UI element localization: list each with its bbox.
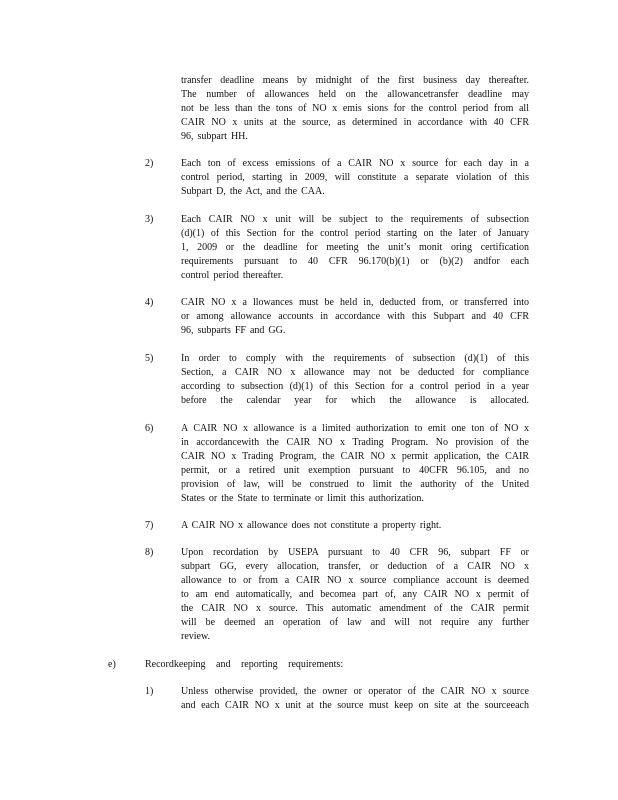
item-number: 5)	[145, 353, 154, 364]
text-line: Each ton of excess emissions of a CAIR NO x source for each day in a	[181, 158, 529, 169]
text-line: according to subsection (d)(1) of this Section for a control period in a year	[181, 381, 529, 392]
text-line: A CAIR NO x allowance does not constitute a property right.	[181, 520, 442, 531]
section-number: e)	[108, 659, 116, 670]
text-line: to am end automatically, and becomea part of, any CAIR NO x permit of	[181, 589, 529, 600]
text-line: provision of law, will be construed to limit the authority of the United	[181, 479, 529, 490]
text-line: (d)(1) of this Section for the control period starting on the later of January	[181, 228, 529, 239]
text-line: requirements pursuant to 40 CFR 96.170(b)(1) or (b)(2) andfor each	[181, 256, 529, 267]
text-line: CAIR NO x Trading Program, the CAIR NO x permit application, the CAIR	[181, 451, 529, 462]
item-paragraph	[181, 519, 529, 533]
text-line: Subpart D, the Act, and the CAA.	[181, 186, 325, 197]
item-number: 6)	[145, 423, 154, 434]
text-line: CAIR NO x units at the source, as determined in accordance with 40 CFR	[181, 117, 529, 128]
text-line: 96, subparts FF and GG.	[181, 325, 286, 336]
item-number: 8)	[145, 547, 154, 558]
continuation-paragraph	[181, 74, 529, 144]
text-line: subpart GG, every allocation, transfer, or deduction of a CAIR NO x	[181, 561, 529, 572]
item-paragraph	[181, 685, 529, 713]
text-line: control period thereafter.	[181, 270, 284, 281]
text-line: or among allowance accounts in accordance with this Subpart and 40 CFR	[181, 311, 529, 322]
text-line: transfer deadline means by midnight of the first business day thereafter.	[181, 75, 529, 86]
text-line: Each CAIR NO x unit will be subject to the requirements of subsection	[181, 214, 529, 225]
item-number: 2)	[145, 158, 154, 169]
text-line: A CAIR NO x allowance is a limited authorization to emit one ton of NO x	[181, 423, 529, 434]
item-number: 3)	[145, 214, 154, 225]
text-line: Section, a CAIR NO x allowance may not be deducted for compliance	[181, 367, 529, 378]
item-paragraph	[181, 296, 529, 338]
text-line: review.	[181, 631, 211, 642]
item-paragraph	[181, 546, 529, 644]
text-line: 96, subpart HH.	[181, 131, 248, 142]
text-line: before the calendar year for which the allowance is allocated.	[181, 395, 529, 406]
text-line: will be deemed an operation of law and will not require any further	[181, 617, 529, 628]
text-line: and each CAIR NO x unit at the source must keep on site at the sourceeach	[181, 700, 529, 711]
text-line: allowance to or from a CAIR NO x source compliance account is deemed	[181, 575, 529, 586]
text-line: In order to comply with the requirements of subsection (d)(1) of this	[181, 353, 529, 364]
item-number: 7)	[145, 520, 154, 531]
item-paragraph	[181, 422, 529, 506]
text-line: in accordancewith the CAIR NO x Trading Program. No provision of the	[181, 437, 529, 448]
text-line: the CAIR NO x source. This automatic amendment of the CAIR permit	[181, 603, 529, 614]
text-line: The number of allowances held on the allowancetransfer deadline may	[181, 89, 529, 100]
text-line: permit, or a retired unit exemption pursuant to 40CFR 96.105, and no	[181, 465, 529, 476]
text-line: not be less than the tons of NO x emis sions for the control period from all	[181, 103, 529, 114]
item-paragraph	[181, 213, 529, 283]
text-line: 1, 2009 or the deadline for meeting the unit’s monit oring certification	[181, 242, 529, 253]
text-line: control period, starting in 2009, will constitute a separate violation of this	[181, 172, 529, 183]
item-number: 4)	[145, 297, 154, 308]
item-paragraph	[181, 352, 529, 408]
item-paragraph	[181, 157, 529, 199]
text-line: States or the State to terminate or limit this authorization.	[181, 493, 424, 504]
text-line: Upon recordation by USEPA pursuant to 40 CFR 96, subpart FF or	[181, 547, 529, 558]
item-number: 1)	[145, 686, 154, 697]
section-heading: Recordkeeping and reporting requirements:	[145, 659, 344, 670]
text-line: Unless otherwise provided, the owner or operator of the CAIR NO x source	[181, 686, 529, 697]
text-line: CAIR NO x a llowances must be held in, deducted from, or transferred into	[181, 297, 529, 308]
